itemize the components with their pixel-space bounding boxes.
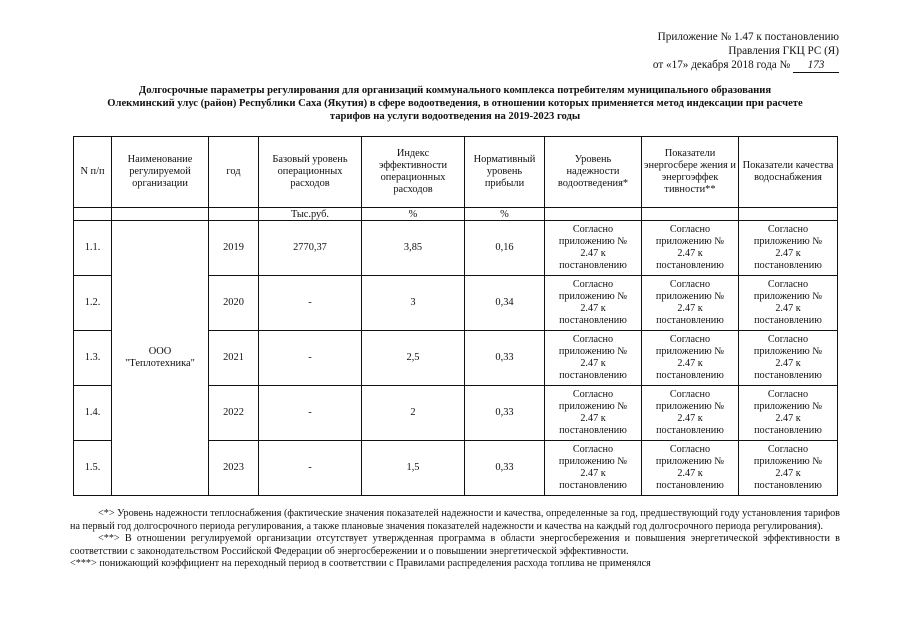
row-num: 1.1. [74,221,112,276]
row-num: 1.4. [74,386,112,441]
row-year: 2022 [209,386,259,441]
header-line-2: Правления ГКЦ РС (Я) [728,45,839,57]
title-line-2: Олекминский улус (район) Республики Саха (Якутия) в сфере водоотведения, в отношении которых применяется метод индексации при расчете [107,98,803,109]
note-cell: Согласно приложению № 2.47 к постановлению [642,386,739,441]
row-profit: 0,34 [465,276,545,331]
row-profit: 0,33 [465,386,545,441]
row-profit: 0,33 [465,331,545,386]
note-cell: Согласно приложению № 2.47 к постановлению [739,276,838,331]
note-cell: Согласно приложению № 2.47 к постановлению [642,221,739,276]
header-date: от «17» декабря 2018 года № [652,59,791,71]
row-year: 2023 [209,441,259,496]
note-cell: Согласно приложению № 2.47 к постановлению [642,441,739,496]
table-units-row [74,208,838,221]
row-base: - [259,386,362,441]
header-reliability: Уровень надежности водоотведения* [545,137,642,208]
table-body [74,221,838,496]
footnote-1: <*> Уровень надежности теплоснабжения (фактические значения показателей надежности и качества, определенные за год, предшествующий году установления тарифов на первый год долгосрочного периода регулирования, а также плановые значения показателей надежности и качества на каждый год долгосрочного периода регулирования). [70,508,840,532]
note-cell: Согласно приложению № 2.47 к постановлению [642,276,739,331]
note-cell: Согласно приложению № 2.47 к постановлению [545,276,642,331]
header-org: Наименование регулируемой организации [112,137,209,208]
note-cell: Согласно приложению № 2.47 к постановлению [545,386,642,441]
note-cell: Согласно приложению № 2.47 к постановлению [739,331,838,386]
footnotes [70,508,840,571]
document-title [70,84,840,123]
resolution-number: 173 [793,58,839,73]
row-profit: 0,16 [465,221,545,276]
table-header-row [74,137,838,208]
header-line-1: Приложение № 1.47 к постановлению [657,31,839,43]
table-row [74,221,838,276]
header-quality: Показатели качества водоснабжения [739,137,838,208]
row-year: 2021 [209,331,259,386]
unit-index: % [362,208,465,221]
document-header [539,30,839,73]
org-name: ООО "Теплотехника" [112,221,209,496]
row-base: - [259,331,362,386]
row-index: 2,5 [362,331,465,386]
note-cell: Согласно приложению № 2.47 к постановлению [739,441,838,496]
row-num: 1.2. [74,276,112,331]
unit-profit: % [465,208,545,221]
header-line-3 [539,58,839,73]
unit-base: Тыс.руб. [259,208,362,221]
note-cell: Согласно приложению № 2.47 к постановлению [642,331,739,386]
row-index: 1,5 [362,441,465,496]
footnote-2: <**> В отношении регулируемой организации отсутствует утвержденная программа в области энергосбережения и повышения энергетической эффективности в соответствии с законодательством Российской Федерации об энергосбережении и о повышении энергетической эффективности. [70,533,840,557]
footnote-3: <***> понижающий коэффициент на переходный период в соответствии с Правилами распределения расхода топлива не применялся [70,558,651,569]
title-line-3: тарифов на услуги водоотведения на 2019-2023 годы [329,111,581,122]
note-cell: Согласно приложению № 2.47 к постановлению [739,221,838,276]
row-year: 2019 [209,221,259,276]
title-line-1: Долгосрочные параметры регулирования для организаций коммунального комплекса потребителям муниципального образования [138,85,772,96]
row-base: - [259,276,362,331]
note-cell: Согласно приложению № 2.47 к постановлению [545,221,642,276]
note-cell: Согласно приложению № 2.47 к постановлению [545,331,642,386]
row-base: - [259,441,362,496]
row-base: 2770,37 [259,221,362,276]
row-num: 1.5. [74,441,112,496]
parameters-table [73,136,838,496]
note-cell: Согласно приложению № 2.47 к постановлению [545,441,642,496]
note-cell: Согласно приложению № 2.47 к постановлению [739,386,838,441]
header-profit: Нормативный уровень прибыли [465,137,545,208]
header-energy: Показатели энергосбере жения и энергоэффек тивности** [642,137,739,208]
row-index: 3 [362,276,465,331]
row-index: 3,85 [362,221,465,276]
row-profit: 0,33 [465,441,545,496]
row-num: 1.3. [74,331,112,386]
header-index: Индекс эффективности операционных расходов [362,137,465,208]
header-year: год [209,137,259,208]
header-num: N п/п [74,137,112,208]
header-base: Базовый уровень операционных расходов [259,137,362,208]
row-index: 2 [362,386,465,441]
row-year: 2020 [209,276,259,331]
